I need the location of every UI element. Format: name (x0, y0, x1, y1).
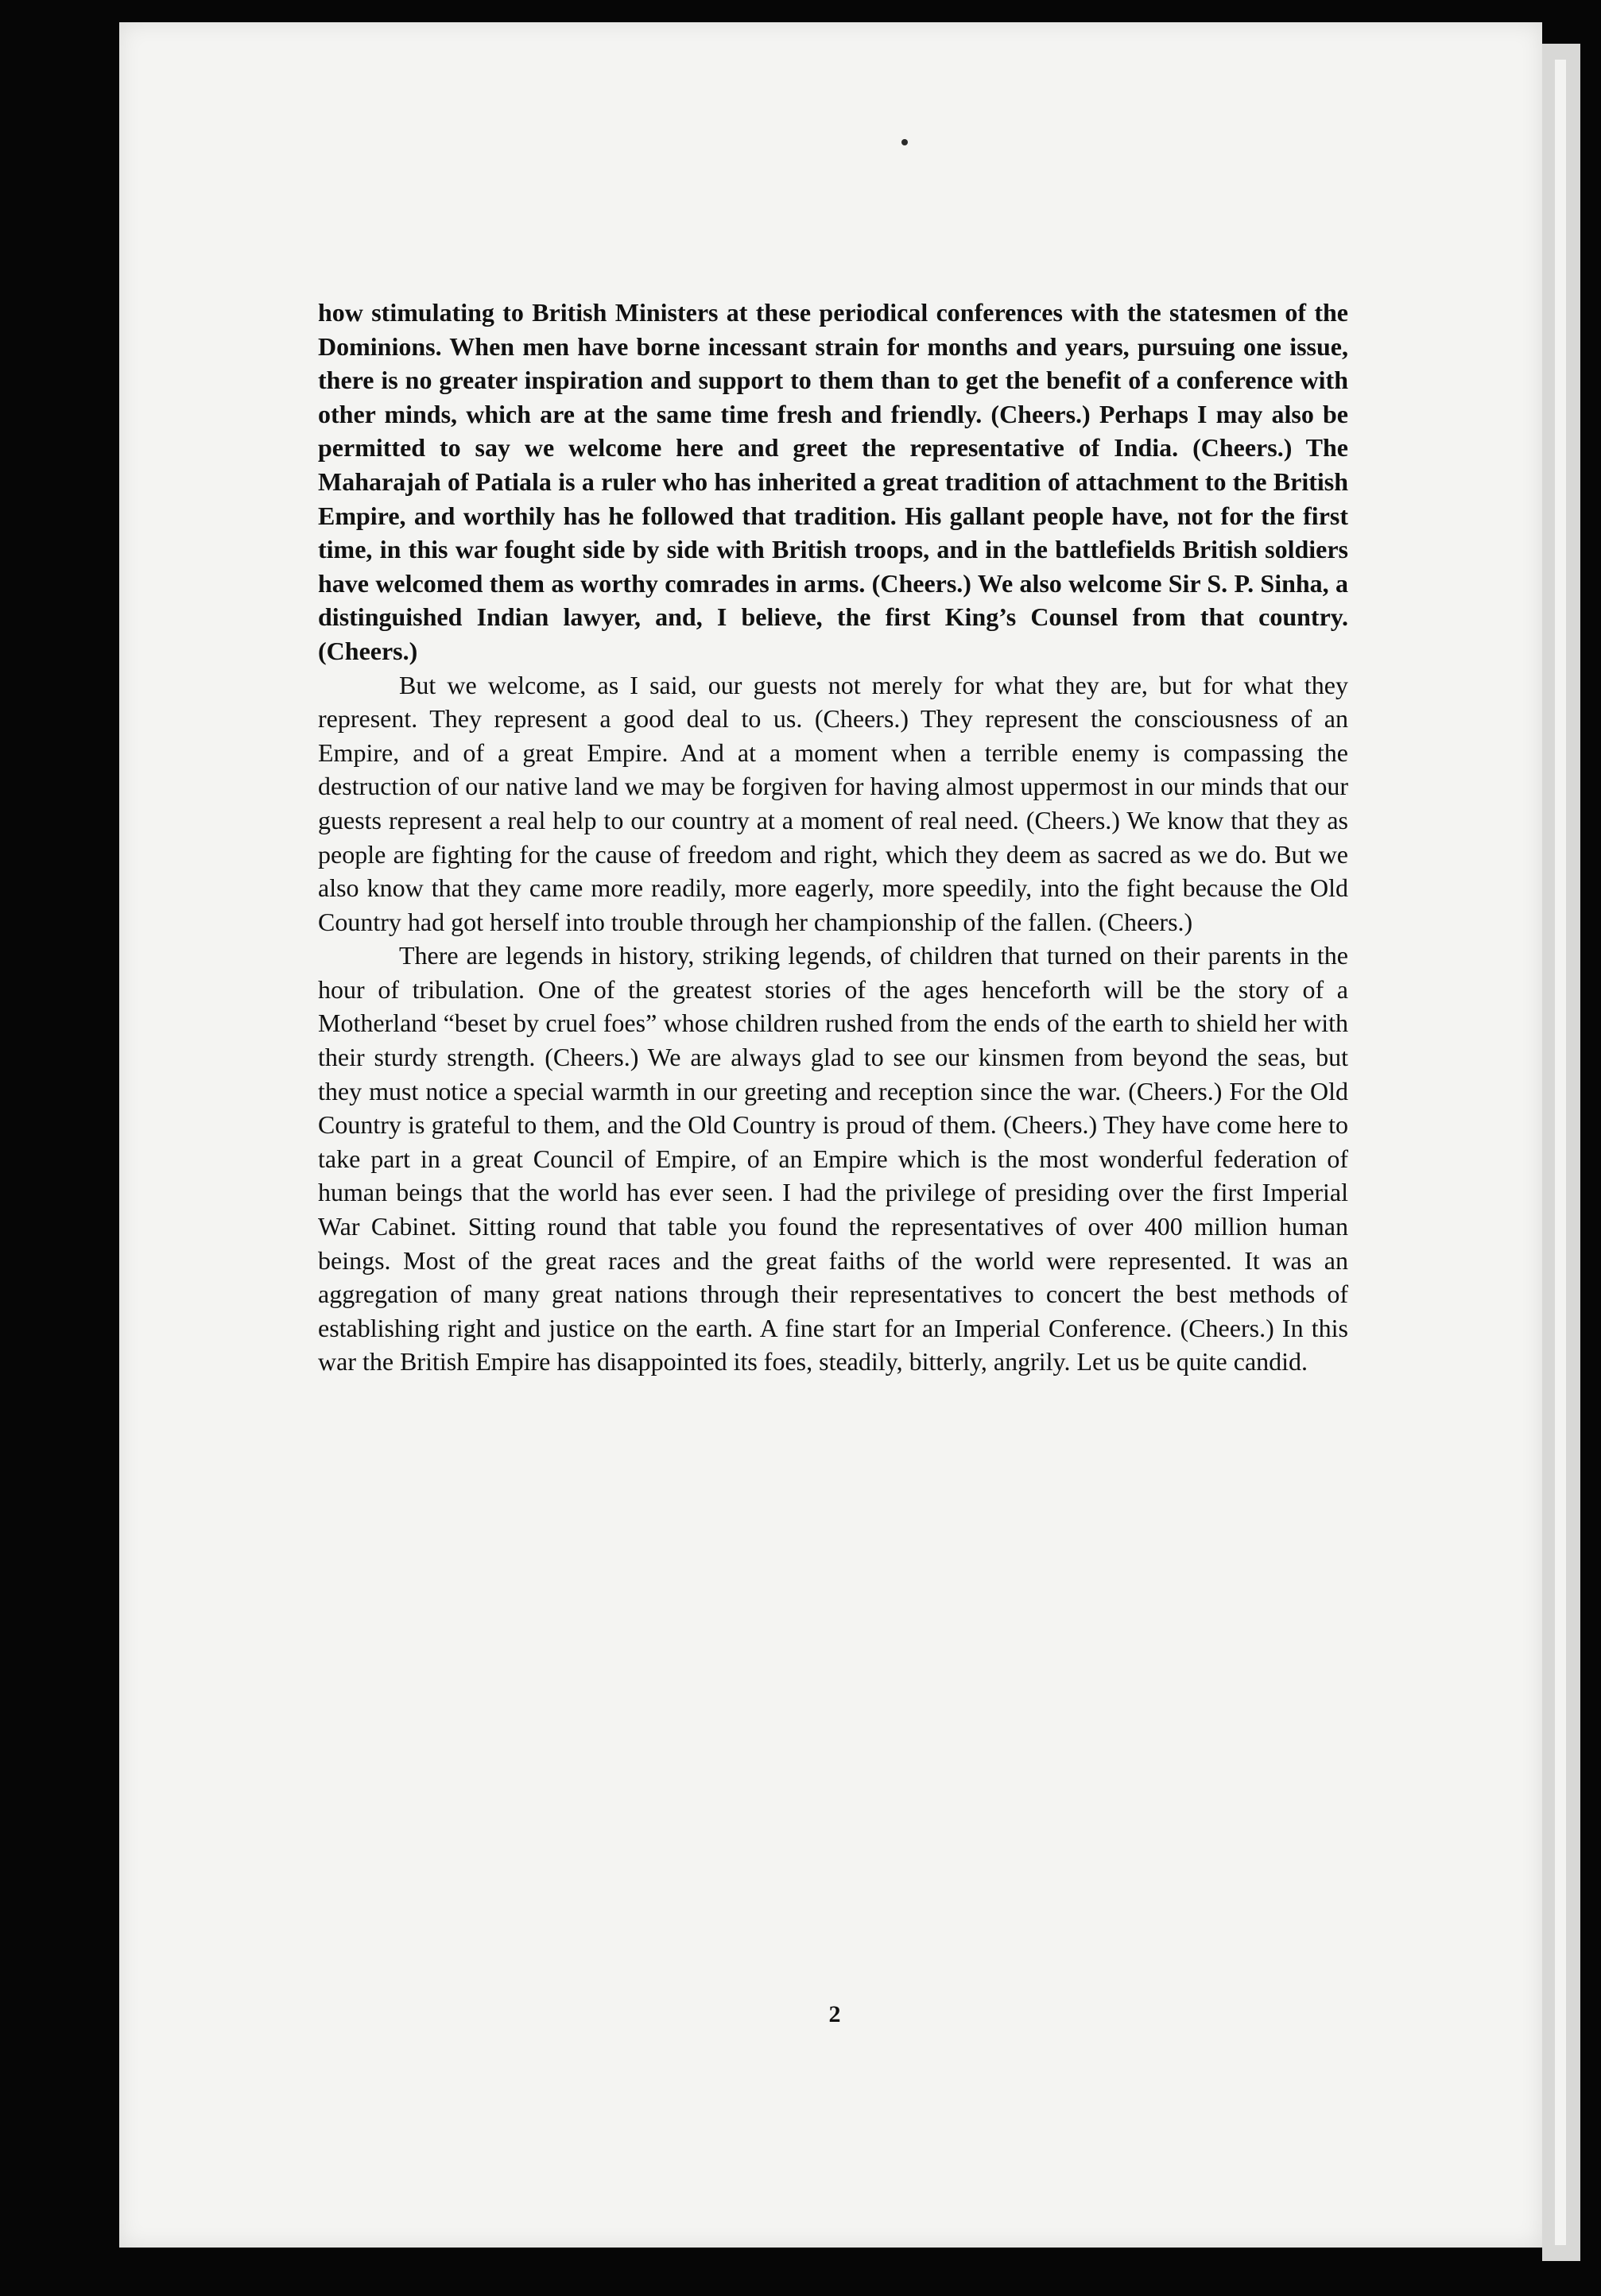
ink-speck (901, 139, 908, 145)
page-number: 2 (828, 2001, 841, 2027)
paragraph-1: how stimulating to British Ministers at these periodical conferences with the statesmen of the Dominions. When men have borne incessant strain for months and years, pursuing one issue, there is no greater inspiration and support to them than to get the benefit of a conference with other minds, which are at the same time fresh and friendly. (Cheers.) Perhaps I may also be permitted to say we welcome here and greet the representative of India. (Cheers.) The Maharajah of Patiala is a ruler who has inherited a great tradition of attachment to the British Empire, and worthily has he followed that tradition. His gallant people have, not for the first time, in this war fought side by side with British troops, and in the battlefields British soldiers have welcomed them as worthy comrades in arms. (Cheers.) We also welcome Sir S. P. Sinha, a distinguished Indian lawyer, and, I believe, the first King’s Counsel from that country. (Cheers.) (318, 298, 1348, 665)
adjacent-page-strip (1555, 60, 1566, 2245)
paragraph-2: But we welcome, as I said, our guests not merely for what they are, but for what they represent. They represent a good deal to us. (Cheers.) They represent the consciousness of an Empire, and of a great Empire. And at a moment when a terrible enemy is compassing the destruction of our native land we may be forgiven for having almost uppermost in our minds that our guests represent a real help to our country at a moment of real need. (Cheers.) We know that they as people are fighting for the cause of freedom and right, which they deem as sacred as we do. But we also know that they came more readily, more eagerly, more speedily, into the fight because the Old Country had got herself into trouble through her championship of the fallen. (Cheers.) (318, 670, 1348, 936)
paragraph-3: There are legends in history, striking legends, of children that turned on their parents in the hour of tribulation. One of the greatest stories of the ages henceforth will be the story of a Motherland “beset by cruel foes” whose children rushed from the ends of the earth to shield her with their sturdy strength. (Cheers.) We are always glad to see our kinsmen from beyond the seas, but they must notice a special warmth in our greeting and reception since the war. (Cheers.) For the Old Country is grateful to them, and the Old Country is proud of them. (Cheers.) They have come here to take part in a great Council of Empire, of an Empire which is the most wonderful federation of human beings that the world has ever seen. I had the privilege of presiding over the first Imperial War Cabinet. Sitting round that table you found the representatives of over 400 million human beings. Most of the great races and the great faiths of the world were represented. It was an aggregation of many great nations through their representatives to concert the best methods of establishing right and justice on the earth. A fine start for an Imperial Conference. (Cheers.) In this war the British Empire has disappointed its foes, steadily, bitterly, angrily. Let us be quite candid. (318, 941, 1348, 1376)
body-text (318, 296, 1348, 1379)
